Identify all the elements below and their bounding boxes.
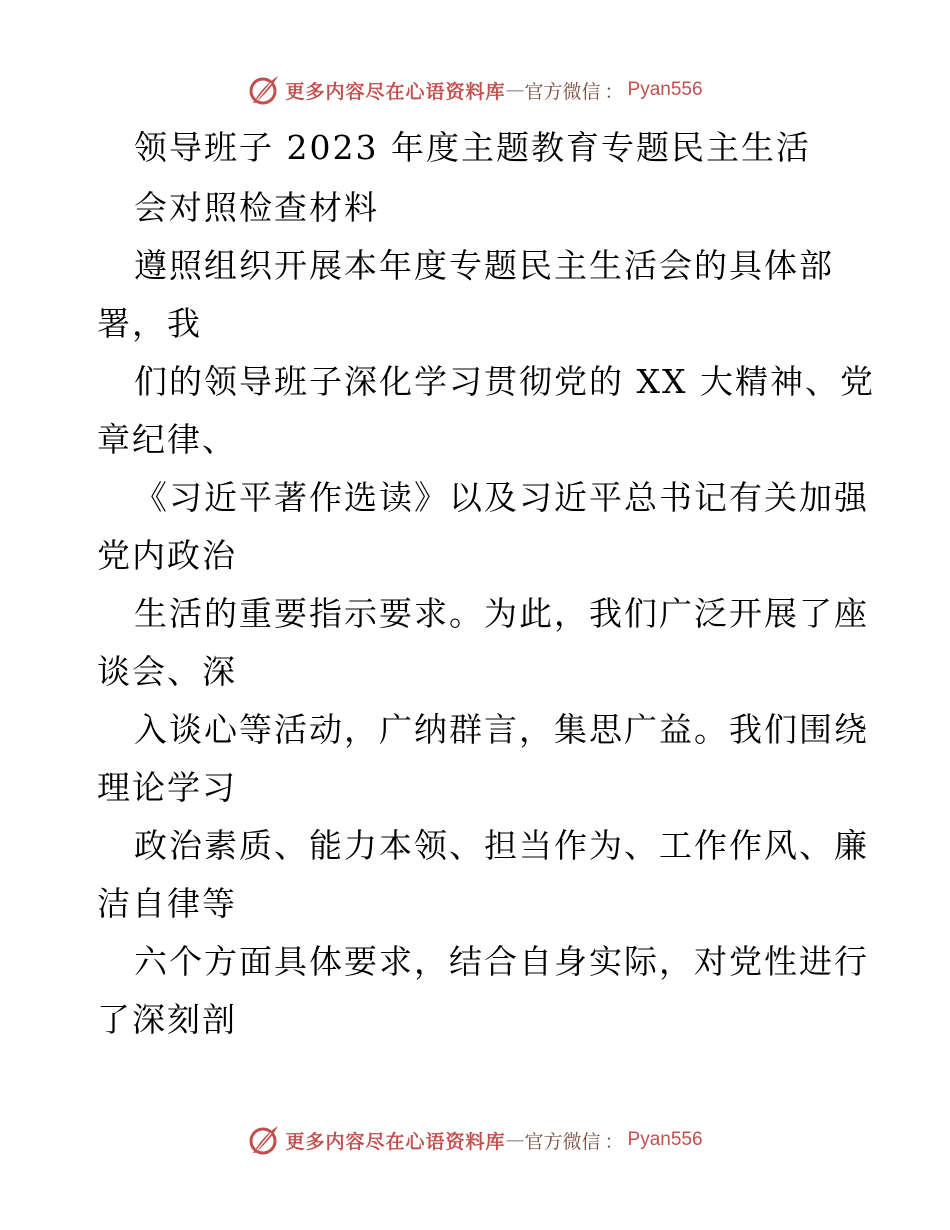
watermark-official-label: 官方微信: [524, 80, 601, 103]
paragraph-line: 谈会、深: [97, 652, 237, 691]
paragraph-line: 党内政治: [97, 536, 237, 575]
paragraph-line: 洁自律等: [97, 884, 237, 923]
feather-pen-logo-icon: [247, 73, 281, 107]
feather-pen-logo-icon: [247, 1123, 281, 1157]
watermark-colon: ：: [604, 80, 624, 103]
paragraph-line: 章纪律、: [97, 420, 237, 459]
header-watermark: [0, 70, 950, 110]
paragraph-line: 署，我: [97, 304, 202, 343]
paragraph-line: 《习近平著作选读》以及习近平总书记有关加强: [134, 478, 869, 517]
paragraph-line: 生活的重要指示要求。为此，我们广泛开展了座: [134, 594, 869, 633]
paragraph-line: 理论学习: [97, 768, 237, 807]
title-line-1: 领导班子 2023 年度主题教育专题民主生活: [134, 128, 811, 167]
watermark-colon: ：: [604, 1130, 624, 1153]
paragraph-line: 入谈心等活动，广纳群言，集思广益。我们围绕: [134, 710, 869, 749]
watermark-wechat-id: Pyan556: [627, 1129, 703, 1150]
watermark-wechat-id: Pyan556: [627, 79, 703, 100]
watermark-brand-text: 更多内容尽在心语资料库: [285, 1130, 506, 1153]
paragraph-line: 政治素质、能力本领、担当作为、工作作风、廉: [134, 826, 869, 865]
paragraph-line: 六个方面具体要求，结合自身实际，对党性进行: [134, 942, 869, 981]
watermark-dash: —: [505, 1129, 525, 1151]
paragraph-line: 们的领导班子深化学习贯彻党的 XX 大精神、党: [134, 362, 875, 401]
footer-watermark: [0, 1120, 950, 1160]
paragraph-line: 了深刻剖: [97, 1000, 237, 1039]
title-line-2: 会对照检查材料: [134, 188, 379, 227]
watermark-dash: —: [505, 79, 525, 101]
paragraph-line: 遵照组织开展本年度专题民主生活会的具体部: [134, 246, 834, 285]
watermark-brand-text: 更多内容尽在心语资料库: [285, 80, 506, 103]
watermark-official-label: 官方微信: [524, 1130, 601, 1153]
